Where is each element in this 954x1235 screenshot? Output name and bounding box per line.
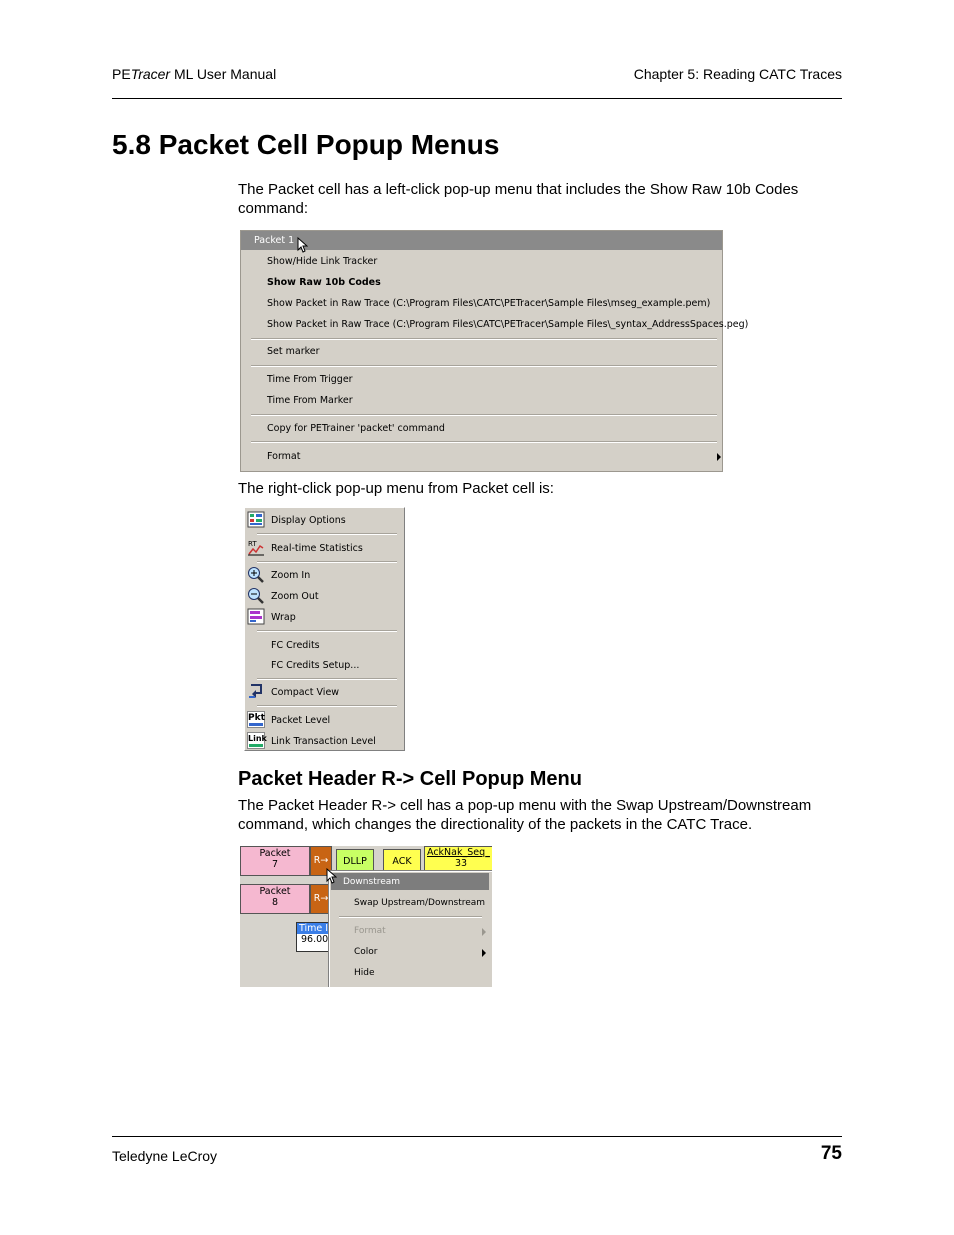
intro-paragraph: The Packet cell has a left-click pop-up menu that includes the Show Raw 10b Codes command:: [238, 181, 799, 217]
menu-separator: [251, 365, 717, 367]
header-rule: [112, 98, 842, 99]
compact-view-icon: [247, 683, 265, 700]
footer-rule: [112, 1136, 842, 1137]
ack-cell[interactable]: ACK: [383, 849, 421, 875]
menu-item-time-from-trigger[interactable]: Time From Trigger: [267, 374, 353, 385]
subsection-title: Packet Header R-> Cell Popup Menu: [238, 768, 582, 790]
menu-item-wrap[interactable]: Wrap: [271, 612, 296, 623]
link-level-icon: [247, 732, 265, 749]
menu-item-realtime-statistics[interactable]: Real-time Statistics: [271, 543, 363, 554]
right-click-popup-menu: [244, 507, 405, 751]
display-options-icon: [247, 511, 265, 528]
subsection-paragraph: The Packet Header R-> cell has a pop-up menu with the Swap Upstream/Downstream command, which changes the directionality of the packets in the CATC Trace.: [238, 797, 812, 833]
page-number: 75: [820, 1143, 842, 1164]
header-brand-italic: Tracer: [130, 66, 171, 82]
menu-separator: [257, 561, 397, 563]
header-brand-prefix: PE: [112, 66, 131, 82]
menu-item-hide[interactable]: Hide: [354, 968, 375, 978]
mouse-cursor-icon: [326, 868, 337, 884]
left-click-popup-menu: [240, 230, 749, 472]
menu-item-swap-upstream-downstream[interactable]: Swap Upstream/Downstream: [354, 898, 486, 908]
time-label: Time I: [297, 923, 335, 934]
menu-separator: [251, 441, 717, 443]
menu-title: Packet 1: [254, 235, 295, 246]
menu-item-fc-credits-setup[interactable]: FC Credits Setup...: [271, 660, 360, 671]
menu-item-format-disabled: Format: [354, 926, 386, 936]
menu-item-downstream[interactable]: Downstream: [343, 877, 401, 887]
menu-item-time-from-marker[interactable]: Time From Marker: [267, 395, 353, 406]
rt-icon-text: RT: [248, 540, 257, 548]
direction-cell[interactable]: R→: [310, 846, 332, 876]
menu-item-compact-view[interactable]: Compact View: [271, 687, 340, 698]
trace-screenshot: [240, 846, 492, 987]
menu-separator: [257, 705, 397, 707]
zoom-out-icon: [247, 587, 265, 604]
footer-company: Teledyne LeCroy: [112, 1148, 218, 1164]
direction-cell[interactable]: R→: [310, 884, 332, 914]
menu-item-show-packet-raw-trace-2[interactable]: Show Packet in Raw Trace (C:\Program Files\CATC\PETracer\Sample Files\_syntax_AddressSpaces.peg): [267, 319, 749, 330]
menu-item-show-raw-10b-codes[interactable]: Show Raw 10b Codes: [267, 277, 381, 288]
zoom-in-icon: [247, 566, 265, 583]
link-icon-text: Link: [248, 734, 267, 743]
menu-separator: [257, 630, 397, 632]
menu-item-zoom-in[interactable]: Zoom In: [271, 570, 311, 581]
packet-level-icon: [247, 711, 265, 728]
time-value: 96.00: [301, 934, 329, 945]
running-header-right: Chapter 5: Reading CATC Traces: [633, 66, 842, 82]
section-title: 5.8 Packet Cell Popup Menus: [112, 129, 500, 160]
menu-item-fc-credits[interactable]: FC Credits: [271, 640, 320, 651]
menu-item-display-options[interactable]: Display Options: [271, 515, 346, 526]
menu-separator: [251, 414, 717, 416]
right-click-paragraph: The right-click pop-up menu from Packet cell is:: [238, 480, 554, 497]
submenu-arrow-icon: [482, 928, 486, 936]
menu-separator: [339, 916, 482, 918]
header-brand-suffix: ML User Manual: [170, 66, 277, 82]
packet-cell[interactable]: [240, 884, 310, 914]
direction-context-menu: [328, 870, 492, 987]
packet-label: Packet: [259, 886, 291, 897]
packet-label: Packet: [259, 848, 291, 859]
submenu-arrow-icon: [482, 949, 486, 957]
menu-title-bar: [241, 231, 722, 250]
menu-separator: [257, 533, 397, 535]
menu-item-copy-petrainer[interactable]: Copy for PETrainer 'packet' command: [267, 423, 445, 434]
dllp-cell[interactable]: DLLP: [336, 849, 374, 875]
menu-item-link-transaction-level[interactable]: Link Transaction Level: [271, 736, 376, 747]
menu-item-format[interactable]: Format: [267, 451, 301, 462]
pkt-icon-text: Pkt: [248, 713, 265, 723]
packet-number: 8: [271, 897, 279, 908]
menu-item-show-packet-raw-trace-1[interactable]: Show Packet in Raw Trace (C:\Program Files\CATC\PETracer\Sample Files\mseg_example.pem): [267, 298, 711, 309]
menu-item-zoom-out[interactable]: Zoom Out: [271, 591, 319, 602]
packet-number: 7: [271, 859, 279, 870]
acknak-label: AckNak_Seq_: [427, 847, 490, 858]
mouse-cursor-icon: [297, 237, 308, 253]
running-header-left: [112, 66, 276, 82]
menu-separator: [257, 678, 397, 680]
packet-cell[interactable]: [240, 846, 310, 876]
menu-item-set-marker[interactable]: Set marker: [267, 346, 320, 357]
realtime-stats-icon: [247, 539, 265, 556]
wrap-icon: [247, 608, 265, 625]
menu-item-show-hide-link-tracker[interactable]: Show/Hide Link Tracker: [267, 256, 378, 267]
acknak-value: 33: [455, 858, 468, 869]
acknak-seq-cell[interactable]: [424, 846, 492, 872]
menu-separator: [251, 338, 717, 340]
menu-item-packet-level[interactable]: Packet Level: [271, 715, 331, 726]
submenu-arrow-icon: [717, 453, 721, 461]
menu-item-color[interactable]: Color: [354, 947, 378, 957]
